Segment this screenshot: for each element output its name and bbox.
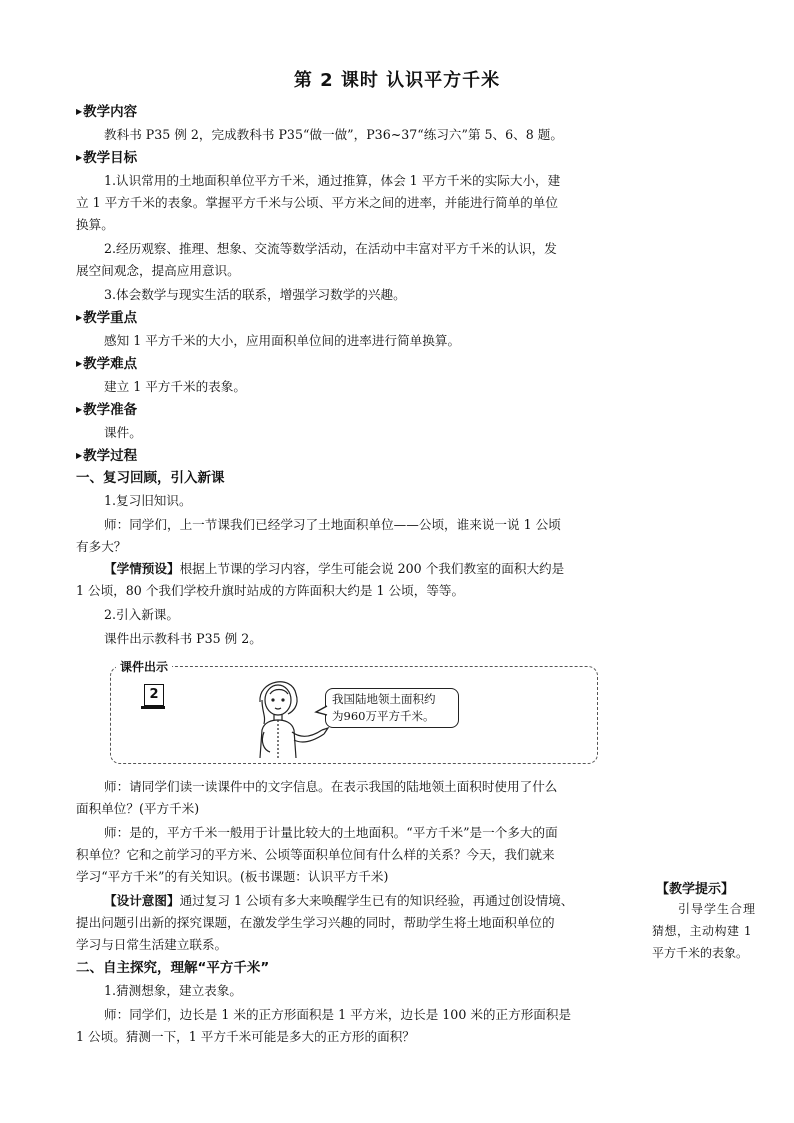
example-number-underline: [141, 706, 165, 709]
s1-item-1: 1.复习旧知识。: [104, 493, 192, 508]
preset-line-1: 【学情预设】根据上节课的学习内容，学生可能会说 200 个我们教室的面积大约是: [104, 561, 565, 576]
s1-teacher-line-1: 师：同学们，上一节课我们已经学习了土地面积单位——公顷，谁来说一说 1 公顷: [104, 517, 561, 532]
bubble-tail-icon: [314, 704, 328, 718]
heading-difficulties: ▶教学难点: [76, 356, 138, 372]
s2-teacher-line-2: 1 公顷。猜测一下，1 平方千米可能是多大的正方形的面积？: [76, 1029, 415, 1044]
s1-show: 课件出示教科书 P35 例 2。: [104, 631, 262, 646]
sidebar-line-1: 引导学生合理: [678, 902, 757, 916]
bubble-line-1: 我国陆地领土面积约: [332, 692, 436, 706]
s2-teacher-line-1: 师：同学们，边长是 1 米的正方形面积是 1 平方米，边长是 100 米的正方形面积是: [104, 1007, 572, 1022]
speech-bubble: [325, 688, 459, 728]
s1-teacher-line-2: 有多大？: [76, 539, 127, 554]
content-text: 教科书 P35 例 2，完成教科书 P35“做一做”，P36~37“练习六”第 5、6、8 题。: [104, 127, 563, 142]
design-line-2: 提出问题引出新的探究课题，在激发学生学习兴趣的同时，帮助学生将土地面积单位的: [76, 915, 555, 930]
objective-3: 3.体会数学与现实生活的联系，增强学习数学的兴趣。: [104, 287, 406, 302]
s1-item-2: 2.引入新课。: [104, 607, 179, 622]
teacher-3-line-2: 积单位？它和之前学习的平方米、公顷等面积单位间有什么样的关系？今天，我们就来: [76, 847, 555, 862]
arrow-bullet-icon: ▶: [76, 153, 83, 162]
section-2-heading: 二、自主探究，理解“平方千米”: [76, 960, 270, 976]
arrow-bullet-icon: ▶: [76, 107, 83, 116]
heading-objectives: ▶教学目标: [76, 150, 138, 166]
teacher-2-line-1: 师：请同学们读一读课件中的文字信息。在表示我国的陆地领土面积时使用了什么: [104, 779, 558, 794]
heading-key-points: ▶教学重点: [76, 310, 138, 326]
example-number-badge: 2: [144, 684, 164, 706]
heading-content: ▶教学内容: [76, 104, 138, 120]
arrow-bullet-icon: ▶: [76, 359, 83, 368]
objective-1-line-2: 立 1 平方千米的表象。掌握平方千米与公顷、平方米之间的进率，并能进行简单的单位: [76, 195, 558, 210]
arrow-bullet-icon: ▶: [76, 313, 83, 322]
objective-2-line-1: 2.经历观察、推理、想象、交流等数学活动，在活动中丰富对平方千米的认识，发: [104, 241, 557, 256]
teacher-2-line-2: 面积单位？(平方千米): [76, 801, 200, 816]
objective-2-line-2: 展空间观念，提高应用意识。: [76, 263, 240, 278]
arrow-bullet-icon: ▶: [76, 405, 83, 414]
courseware-tab: 课件出示: [116, 658, 172, 675]
sidebar-line-3: 平方千米的表象。: [652, 946, 749, 960]
objective-1-line-3: 换算。: [76, 217, 114, 232]
teacher-3-line-1: 师：是的，平方千米一般用于计量比较大的土地面积。“平方千米”是一个多大的面: [104, 825, 558, 840]
preparation-text: 课件。: [104, 425, 142, 440]
preset-line-2: 1 公顷，80 个我们学校升旗时站成的方阵面积大约是 1 公顷，等等。: [76, 583, 465, 598]
bubble-line-2: 为960万平方千米。: [332, 709, 435, 723]
page-title: 第 2 课时 认识平方千米: [293, 70, 501, 91]
teacher-arm: [292, 730, 322, 736]
design-line-3: 学习与日常生活建立联系。: [76, 937, 228, 952]
design-line-1: 【设计意图】通过复习 1 公顷有多大来唤醒学生已有的知识经验，再通过创设情境、: [104, 893, 574, 908]
key-points-text: 感知 1 平方千米的大小，应用面积单位间的进率进行简单换算。: [104, 333, 461, 348]
sidebar-line-2: 猜想，主动构建 1: [652, 924, 752, 938]
difficulties-text: 建立 1 平方千米的表象。: [104, 379, 246, 394]
heading-preparation: ▶教学准备: [76, 402, 138, 418]
s2-item-1: 1.猜测想象，建立表象。: [104, 983, 242, 998]
design-label: 【设计意图】: [104, 893, 180, 908]
section-1-heading: 一、复习回顾，引入新课: [76, 470, 225, 486]
teacher-3-line-3: 学习“平方千米”的有关知识。(板书课题：认识平方千米): [76, 869, 389, 884]
arrow-bullet-icon: ▶: [76, 451, 83, 460]
preset-label: 【学情预设】: [104, 561, 180, 576]
objective-1-line-1: 1.认识常用的土地面积单位平方千米，通过推算，体会 1 平方千米的实际大小，建: [104, 173, 561, 188]
heading-process: ▶教学过程: [76, 448, 138, 464]
sidebar-title: 【教学提示】: [656, 882, 735, 897]
